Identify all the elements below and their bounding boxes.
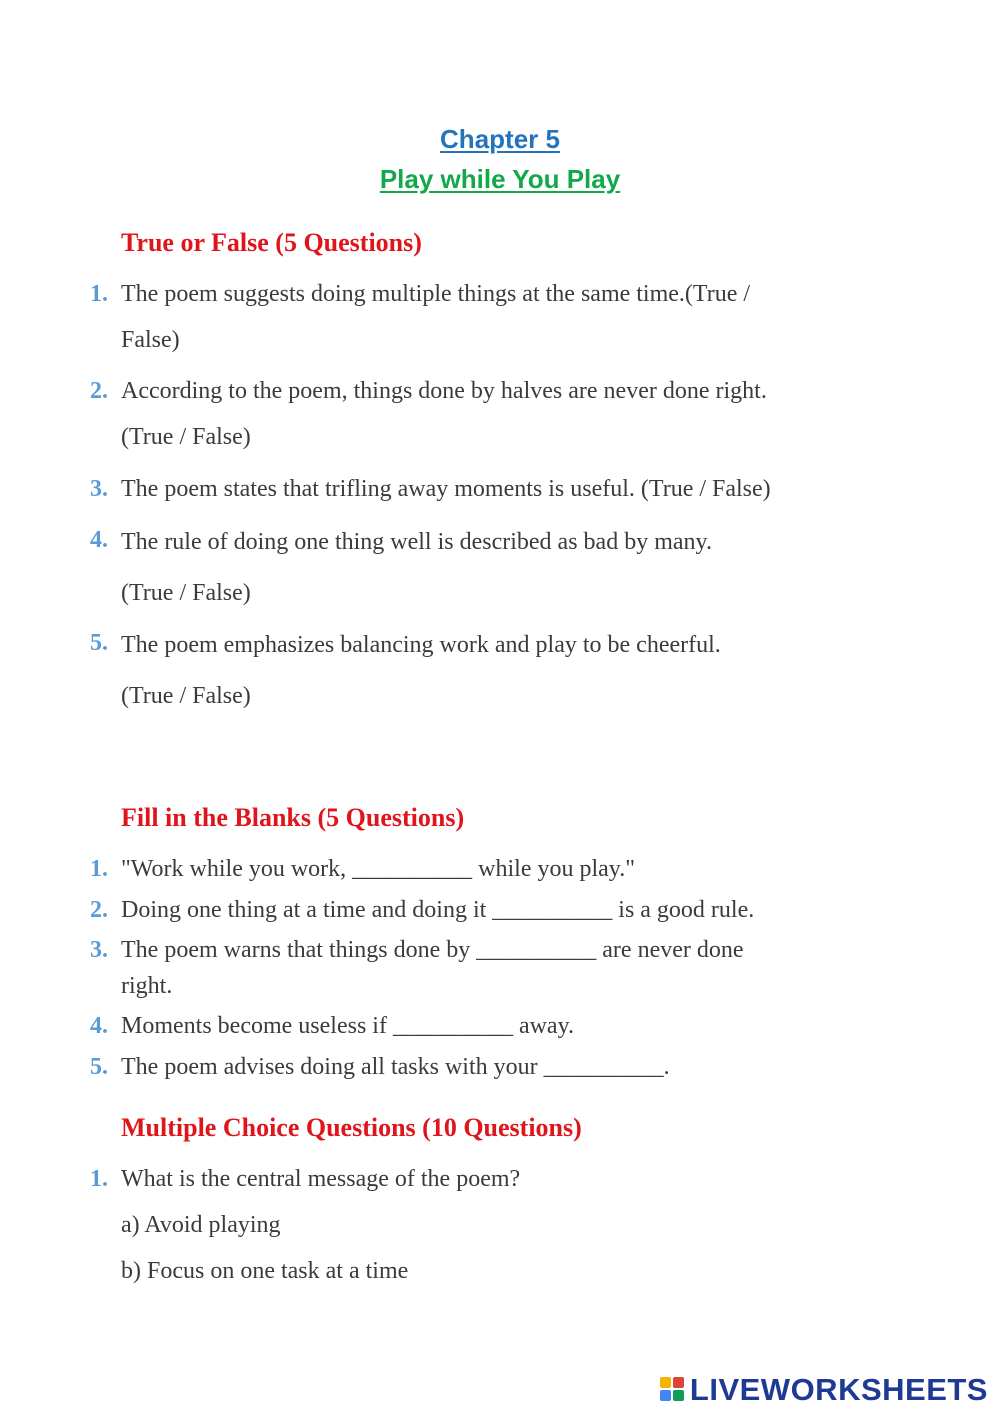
tf-question-1-line2: False) bbox=[121, 327, 180, 353]
fb-question-4: Moments become useless if __________ away. bbox=[121, 1013, 575, 1039]
tf-question-3-line1: The poem states that trifling away moments is useful. (True / False) bbox=[121, 476, 771, 502]
liveworksheets-logo bbox=[660, 1372, 988, 1408]
chapter-title: Chapter 5 bbox=[440, 124, 560, 154]
tf-number-4: 4. bbox=[90, 527, 108, 553]
tf-number-5: 5. bbox=[90, 630, 108, 656]
mcq-question-1: What is the central message of the poem? bbox=[121, 1166, 521, 1192]
fb-number-4: 4. bbox=[90, 1013, 108, 1039]
fb-question-1: "Work while you work, __________ while you play." bbox=[121, 856, 636, 882]
tf-number-3: 3. bbox=[90, 476, 108, 502]
tf-question-4-line2: (True / False) bbox=[121, 580, 251, 606]
fb-question-5: The poem advises doing all tasks with your __________. bbox=[121, 1054, 670, 1080]
tf-question-5 bbox=[121, 620, 866, 722]
fb-number-5: 5. bbox=[90, 1054, 108, 1080]
tf-number-2: 2. bbox=[90, 378, 108, 404]
tf-question-2 bbox=[121, 368, 866, 460]
tf-question-4-line1: The rule of doing one thing well is described as bad by many. bbox=[121, 529, 712, 555]
fb-number-2: 2. bbox=[90, 897, 108, 923]
tf-question-5-line2: (True / False) bbox=[121, 683, 251, 709]
tf-question-4 bbox=[121, 517, 866, 619]
chapter-subtitle: Play while You Play bbox=[379, 164, 621, 194]
fb-number-1: 1. bbox=[90, 856, 108, 882]
tf-question-2-line1: According to the poem, things done by halves are never done right. bbox=[121, 378, 767, 404]
liveworksheets-logo-text: LIVEWORKSHEETS bbox=[689, 1372, 988, 1407]
fb-question-3-line1: The poem warns that things done by __________ are never done bbox=[121, 937, 744, 963]
tf-question-5-line1: The poem emphasizes balancing work and play to be cheerful. bbox=[121, 632, 721, 658]
liveworksheets-logo-icon bbox=[660, 1377, 686, 1403]
mcq-option-a: a) Avoid playing bbox=[121, 1212, 281, 1238]
fb-question-3-line2: right. bbox=[121, 973, 173, 999]
fb-question-2: Doing one thing at a time and doing it __________ is a good rule. bbox=[121, 897, 755, 923]
tf-question-2-line2: (True / False) bbox=[121, 424, 251, 450]
fill-blanks-heading: Fill in the Blanks (5 Questions) bbox=[121, 803, 465, 832]
fb-number-3: 3. bbox=[90, 937, 108, 963]
mcq-number-1: 1. bbox=[90, 1166, 108, 1192]
tf-question-1-line1: The poem suggests doing multiple things at the same time.(True / bbox=[121, 281, 751, 307]
tf-number-1: 1. bbox=[90, 281, 108, 307]
fb-question-3 bbox=[121, 932, 866, 1004]
tf-question-3 bbox=[121, 466, 881, 512]
true-false-heading: True or False (5 Questions) bbox=[121, 228, 422, 257]
mcq-option-b: b) Focus on one task at a time bbox=[121, 1258, 409, 1284]
mcq-heading: Multiple Choice Questions (10 Questions) bbox=[121, 1113, 582, 1142]
tf-question-1 bbox=[121, 271, 866, 363]
